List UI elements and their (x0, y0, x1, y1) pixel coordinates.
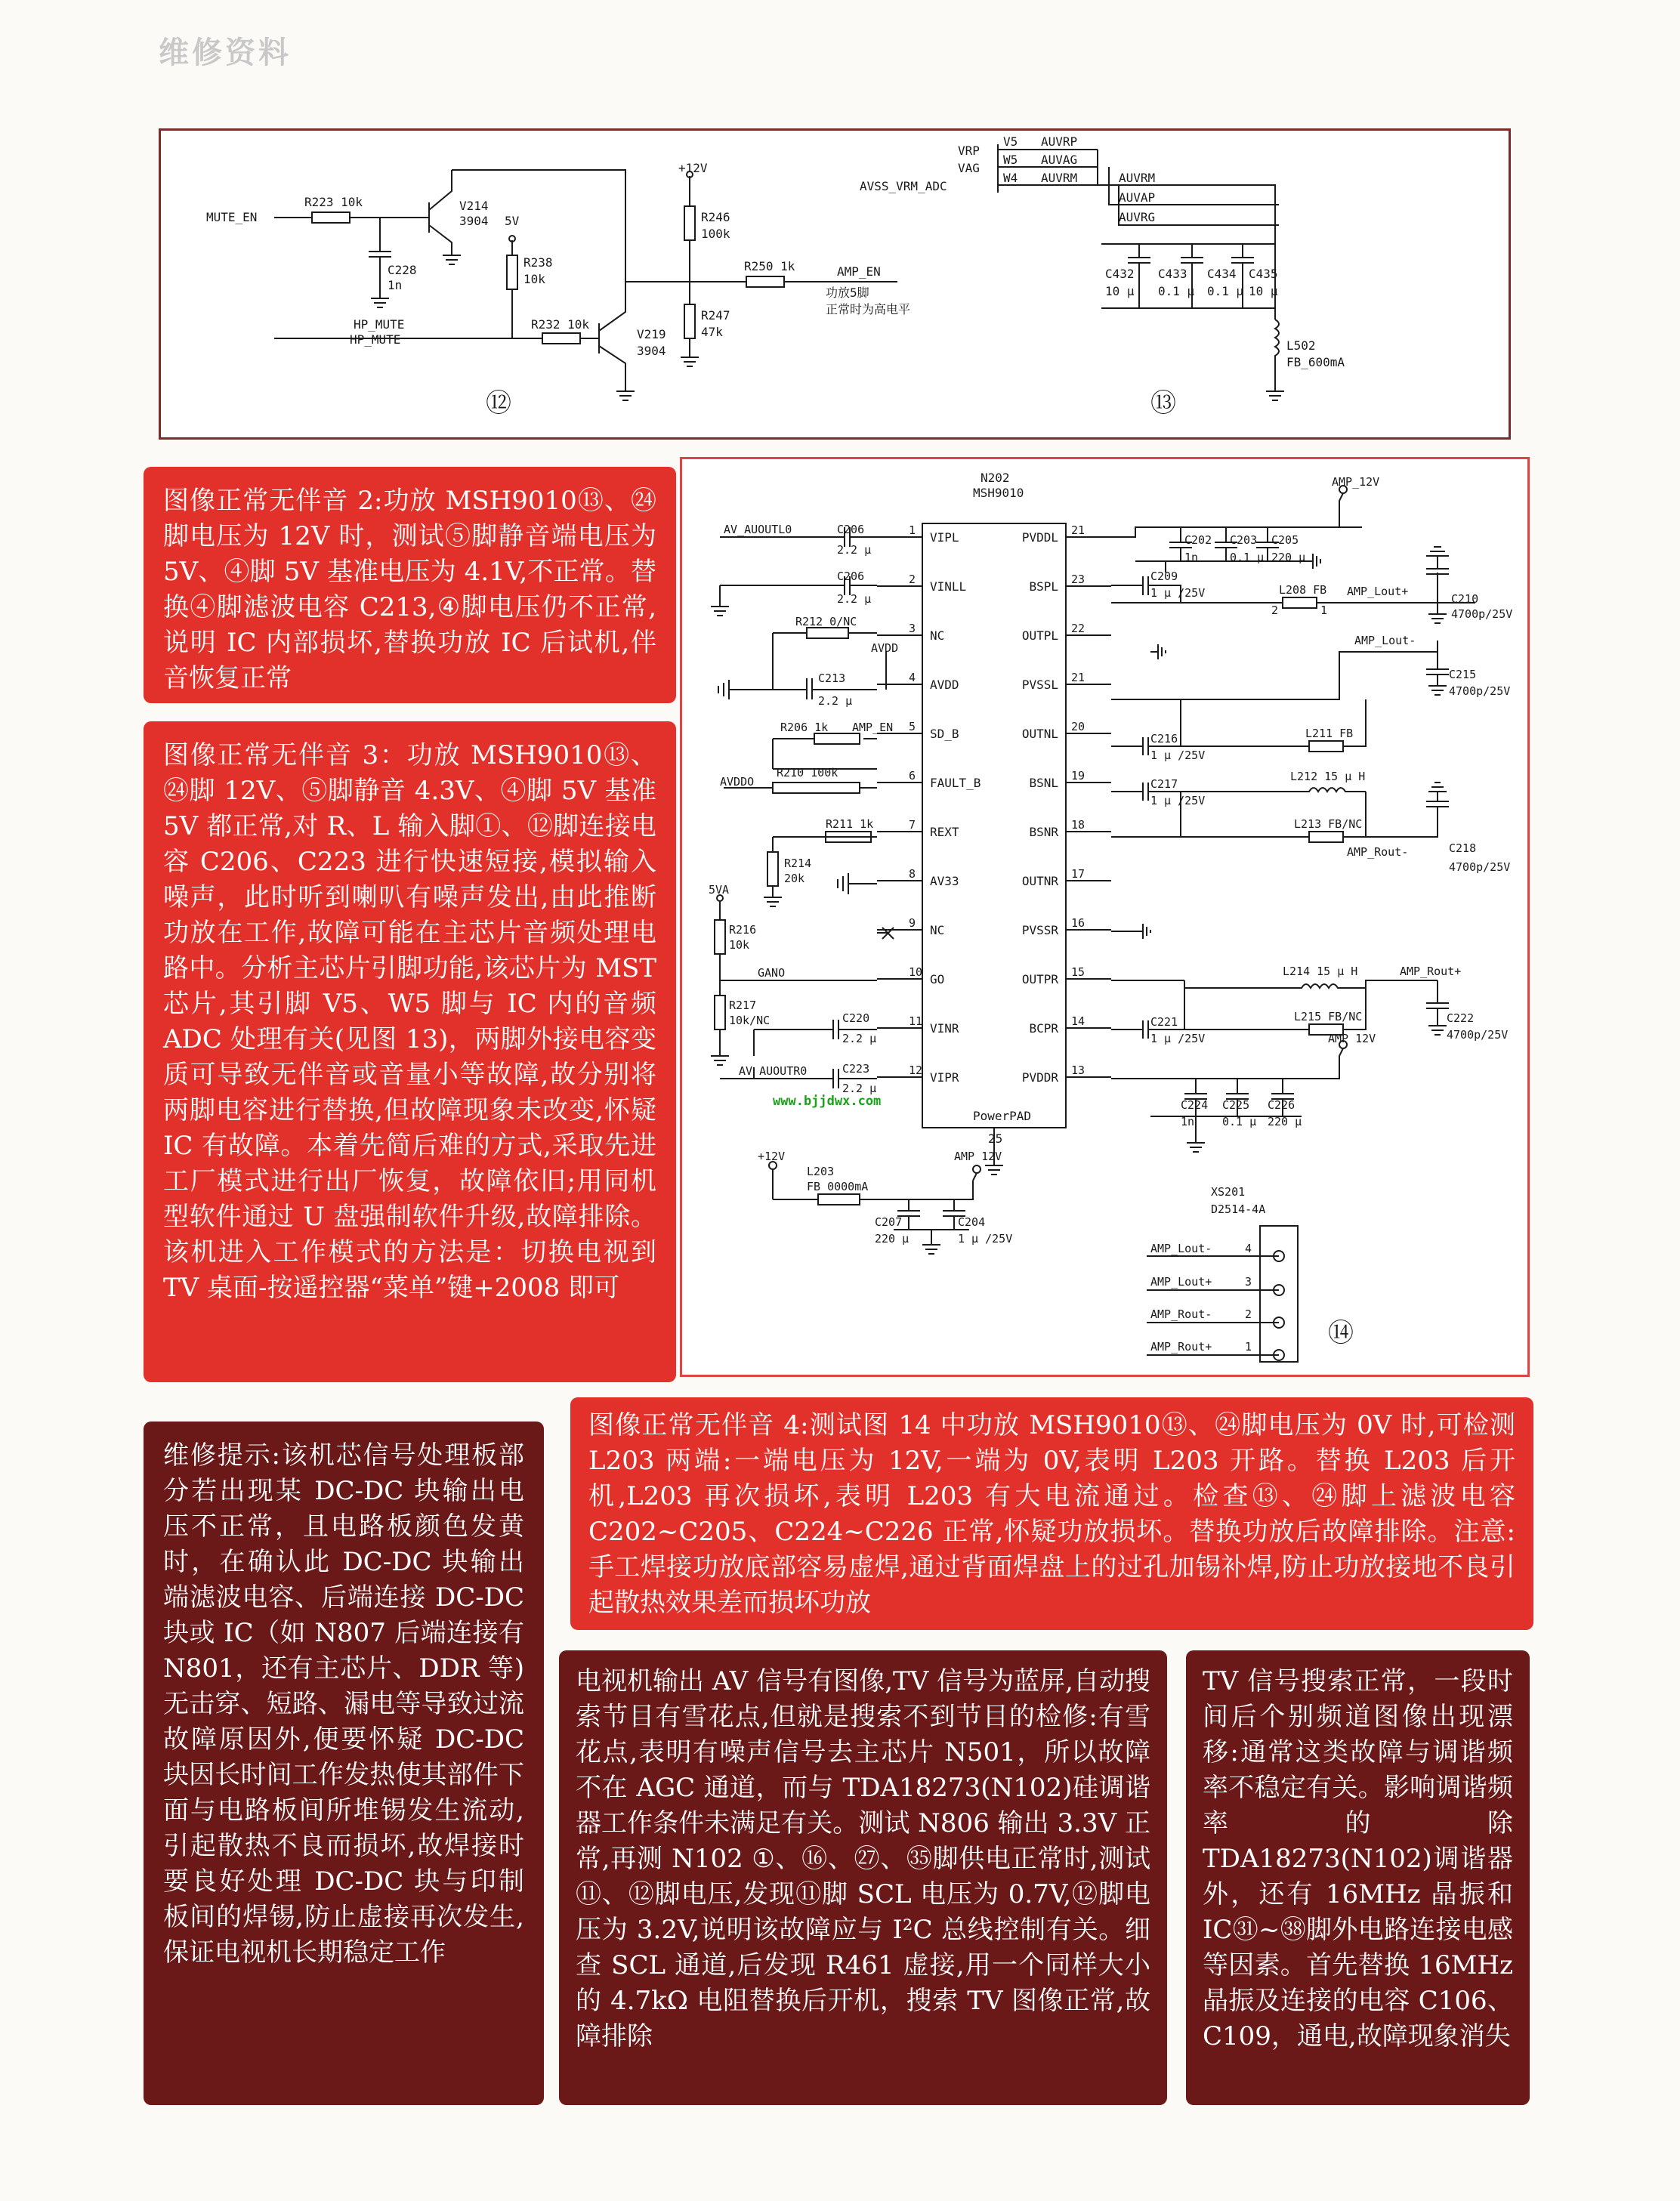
c217-label: C217 (1150, 777, 1178, 791)
r223-label: R223 10k (304, 195, 363, 209)
left-pin-name: NC (930, 628, 945, 643)
fig14-number: ⑭ (1328, 1318, 1354, 1348)
l502-value: FB_600mA (1286, 355, 1345, 369)
l203-value: FB 0000mA (807, 1180, 869, 1193)
5va-label: 5VA (709, 883, 730, 897)
c207-value: 220 μ (875, 1232, 909, 1246)
c217-value: 1 μ /25V (1150, 794, 1206, 807)
gano-label: GANO (758, 966, 786, 980)
c222-label: C222 (1447, 1011, 1475, 1025)
c224-value: 1n (1181, 1115, 1195, 1128)
left-pin-name: VIPL (930, 530, 959, 545)
right-pin-name: BSNR (1029, 825, 1058, 839)
left-pin-number: 10 (909, 965, 923, 979)
left-pin-name: FAULT_B (930, 776, 981, 790)
r246-label: R246 (701, 210, 730, 224)
c434-value: 0.1 μ (1207, 284, 1244, 298)
fig13-number: ⑬ (1150, 388, 1176, 418)
amp-lout-plus-label: AMP_Lout+ (1347, 585, 1409, 598)
auvrm2-label: AUVRM (1119, 171, 1156, 185)
r212-label: R212 0/NC (795, 615, 857, 628)
w5-pin-label: W5 (1003, 153, 1018, 167)
r217-value: 10k/NC (729, 1014, 771, 1027)
right-pin-number: 16 (1071, 916, 1086, 930)
c202-value: 1n (1184, 551, 1199, 564)
left-pin-name: GO (930, 972, 945, 986)
c206-value: 2.2 μ (837, 543, 872, 557)
amp12v-c-label: AMP 12V (954, 1150, 1002, 1163)
l214-label: L214 15 μ H (1283, 965, 1358, 978)
r216-label: R216 (729, 923, 757, 937)
l208-pin2: 2 (1271, 604, 1279, 617)
right-pin-number: 22 (1071, 622, 1086, 635)
c209-value: 1 μ /25V (1150, 586, 1206, 600)
r211-label: R211 1k (826, 817, 874, 831)
right-pin-number: 15 (1071, 965, 1086, 979)
right-pin-name: PVSSR (1021, 923, 1058, 937)
c435-label: C435 (1249, 267, 1278, 281)
schematic-fig12-13 (159, 128, 1511, 440)
left-pin-name: AVDD (930, 678, 959, 692)
av-auoutl0-label: AV_AUOUTL0 (724, 523, 792, 536)
c205-value: 220 μ (1271, 551, 1306, 564)
v219-label: V219 (637, 327, 666, 341)
c223-value: 2.2 μ (842, 1082, 877, 1095)
left-pin-number: 11 (909, 1014, 923, 1028)
v5-pin-label: V5 (1003, 134, 1018, 149)
c433-value: 0.1 μ (1158, 284, 1195, 298)
right-pin-name: OUTNL (1021, 727, 1058, 741)
r238-label: R238 (523, 255, 553, 270)
c204-label: C204 (958, 1215, 986, 1229)
r206-label: R206 1k (780, 721, 829, 734)
page-header: 维修资料 (159, 36, 292, 70)
l213-label: L213 FB/NC (1294, 817, 1363, 831)
v214-label: V214 (459, 199, 489, 213)
left-pin-number: 4 (909, 671, 916, 684)
12v-label: +12V (678, 161, 708, 175)
r210-label: R210 100k (777, 766, 838, 779)
r216-value: 10k (729, 938, 750, 952)
right-pin-number: 20 (1071, 720, 1086, 733)
amp-lout-minus-label: AMP_Lout- (1354, 634, 1416, 647)
right-pin-name: OUTPR (1021, 972, 1058, 986)
c220-value: 2.2 μ (842, 1032, 877, 1045)
r217-label: R217 (729, 999, 757, 1012)
left-pin-name: VINR (930, 1021, 959, 1036)
c213-value: 2.2 μ (818, 694, 853, 708)
c220-label: C220 (842, 1011, 870, 1025)
l203-label: L203 (807, 1165, 835, 1178)
note-box-drift (1186, 1650, 1530, 2105)
r238-value: 10k (523, 272, 545, 286)
v214-part: 3904 (459, 214, 489, 228)
note-text-drift: TV 信号搜索正常，一段时间后个别频道图像出现漂移:通常这类故障与调谐频率不稳定有关。影响调谐频率的除 TDA18273(N102)调谐器外，还有 16MHz 晶振和 IC㉛~㊳脚外电路连接电感等因素。首先替换 16MHz 晶振及连接的电容 C106、C109，通电,故障现象消失 (1203, 1666, 1513, 2051)
right-pin-name: OUTPL (1021, 628, 1058, 643)
c215-value: 4700p/25V (1449, 684, 1511, 698)
left-pin-name: REXT (930, 825, 959, 839)
avdd-label: AVDD (871, 641, 899, 655)
note-pin5: 功放5脚 (826, 286, 869, 300)
c228-value: 1n (388, 278, 403, 292)
mute-en-label: MUTE_EN (206, 210, 258, 224)
amp-en-label: AMP_EN (837, 264, 881, 279)
r247-label: R247 (701, 308, 730, 323)
r246-value: 100k (701, 227, 730, 241)
fig12-number: ⑫ (486, 388, 511, 418)
note-text-av-snow: 电视机输出 AV 信号有图像,TV 信号为蓝屏,自动搜索节目有雪花点,但就是搜索不到节目的检修:有雪花点,表明有噪声信号去主芯片 N501，所以故障不在 AGC 通道，而与 TDA18273(N102)硅调谐器工作条件未满足有关。测试 N806 输出 3.3V 正常,再测 N102 ①、⑯、㉗、㉟脚供电正常时,测试⑪、⑫脚电压,发现⑪脚 SCL 电压为 0.7V,⑫脚电压为 3.2V,说明该故障应与 I²C 总线控制有关。细查 SCL 通道,后发现 R461 虚接,用一个同样大小的 4.7kΩ 电阻替换后开机，搜索 TV 图像正常,故障排除 (576, 1666, 1150, 2051)
fig12-circuit (274, 170, 897, 400)
c216-value: 1 μ /25V (1150, 749, 1206, 762)
amp-rout-plus-label: AMP_Rout+ (1400, 965, 1462, 978)
bottom-12v-label: +12V (758, 1150, 786, 1163)
c228-label: C228 (388, 263, 417, 277)
left-pin-number: 1 (909, 523, 916, 537)
fig12-labels (206, 161, 910, 418)
right-pin-name: PVDDR (1021, 1070, 1058, 1085)
r247-value: 47k (701, 325, 723, 339)
conn-pin-2: 2 (1245, 1307, 1252, 1321)
amp12v-label: AMP_12V (1332, 475, 1380, 489)
left-pin-number: 5 (909, 720, 916, 733)
conn-net-2: AMP_Rout- (1150, 1307, 1212, 1321)
pin25-label: 25 (988, 1131, 1003, 1146)
xs201-label: XS201 (1211, 1185, 1246, 1199)
amp12v-b-label: AMP 12V (1328, 1032, 1376, 1045)
left-pin-number: 3 (909, 622, 916, 635)
conn-pin-1: 3 (1245, 1275, 1252, 1289)
right-pin-number: 18 (1071, 818, 1086, 832)
note-box-silent-2 (144, 467, 676, 703)
c435-value: 10 μ (1249, 284, 1278, 298)
c226-label: C226 (1268, 1098, 1296, 1112)
l212-label: L212 15 μ H (1290, 770, 1366, 783)
c433-label: C433 (1158, 267, 1187, 281)
auvrm-label: AUVRM (1041, 171, 1078, 185)
xs201-part: D2514-4A (1211, 1202, 1266, 1216)
avss-label: AVSS_VRM_ADC (860, 179, 947, 193)
right-pin-name: BCPR (1029, 1021, 1058, 1036)
amp-rout-minus-label: AMP_Rout- (1347, 845, 1409, 859)
right-pin-name: BSNL (1029, 776, 1058, 790)
right-pin-number: 17 (1071, 867, 1086, 881)
hp-mute-input-label: HP_MUTE (350, 332, 401, 347)
av-auoutr0-label: AV AUOUTR0 (739, 1064, 808, 1078)
left-pin-number: 7 (909, 818, 916, 832)
c218-label: C218 (1449, 841, 1477, 855)
c204-value: 1 μ /25V (958, 1232, 1013, 1246)
left-pin-number: 12 (909, 1063, 923, 1077)
c206-label: C206 (837, 523, 865, 536)
auvrp-label: AUVRP (1041, 134, 1078, 149)
note-text-silent-4: 图像正常无伴音 4:测试图 14 中功放 MSH9010⑬、㉔脚电压为 0V 时,可检测 L203 两端:一端电压为 12V,一端为 0V,表明 L203 开路。替换 L203 后开机,L203 再次损坏,表明 L203 有大电流通过。检查⑬、㉔脚上滤波电容 C202~C205、C224~C226 正常,怀疑功放损坏。替换功放后故障排除。注意:手工焊接功放底部容易虚焊,通过背面焊盘上的过孔加锡补焊,防止功放接地不良引起散热效果差而损坏功放 (588, 1410, 1515, 1618)
left-pin-name: AV33 (930, 874, 959, 888)
5v-label: 5V (505, 214, 520, 228)
right-pin-number: 23 (1071, 573, 1086, 586)
c432-label: C432 (1105, 267, 1135, 281)
amp-en-label: AMP_EN (852, 721, 894, 734)
right-pin-number: 13 (1071, 1063, 1086, 1077)
c203-value: 0.1 μ (1230, 551, 1265, 564)
w4-pin-label: W4 (1003, 171, 1018, 185)
note-box-silent-3 (144, 721, 676, 1382)
note-text-silent-3: 图像正常无伴音 3：功放 MSH9010⑬、㉔脚 12V、⑤脚静音 4.3V、④脚 5V 基准 5V 都正常,对 R、L 输入脚①、⑫脚连接电容 C206、C223 进行快速短接,模拟输入噪声，此时听到喇叭有噪声发出,由此推断功放在工作,故障可能在主芯片音频处理电路中。分析主芯片引脚功能,该芯片为 MST 芯片,其引脚 V5、W5 脚与 IC 内的音频 ADC 处理有关(见图 13)，两脚外接电容变质可导致无伴音或音量小等故障,故分别将两脚电容进行替换,但故障现象未改变,怀疑 IC 有故障。本着先简后难的方式,采取先进工厂模式进行出厂恢复，故障依旧;用同机型软件通过 U 盘强制软件升级,故障排除。该机进入工作模式的方法是：切换电视到 TV 桌面-按遥控器“菜单”键+2008 即可 (163, 740, 656, 1303)
left-pin-name: SD_B (930, 727, 959, 741)
right-pin-name: OUTNR (1021, 874, 1058, 888)
website-watermark: www.bjjdwx.com (773, 1094, 882, 1109)
r214-value: 20k (784, 872, 805, 885)
left-pin-number: 9 (909, 916, 916, 930)
c221-value: 1 μ /25V (1150, 1032, 1206, 1045)
c206b-value: 2.2 μ (837, 592, 872, 606)
conn-net-1: AMP_Lout+ (1150, 1275, 1212, 1289)
c222-value: 4700p/25V (1447, 1028, 1509, 1042)
fig13-labels (860, 134, 1345, 418)
hp-mute-label: HP_MUTE (354, 317, 405, 332)
conn-net-3: AMP_Rout+ (1150, 1340, 1212, 1354)
c225-label: C225 (1222, 1098, 1250, 1112)
c434-label: C434 (1207, 267, 1237, 281)
powerpad-label: PowerPAD (973, 1109, 1032, 1123)
c221-label: C221 (1150, 1015, 1178, 1029)
c218-value: 4700p/25V (1449, 860, 1511, 874)
right-pin-number: 14 (1071, 1014, 1086, 1028)
right-pin-name: PVDDL (1021, 530, 1058, 545)
v219-part: 3904 (637, 344, 666, 358)
c225-value: 0.1 μ (1222, 1115, 1257, 1128)
l211-label: L211 FB (1305, 727, 1354, 740)
c205-label: C205 (1271, 533, 1299, 547)
c210-label: C210 (1451, 592, 1479, 606)
conn-pin-3: 1 (1245, 1340, 1252, 1354)
chip-name: MSH9010 (973, 486, 1024, 500)
r232-label: R232 10k (531, 317, 590, 332)
avddo-label: AVDDO (720, 775, 755, 789)
note-high-level: 正常时为高电平 (826, 302, 911, 316)
left-pin-number: 8 (909, 867, 916, 881)
right-pin-number: 21 (1071, 671, 1086, 684)
tip-text-dcdc: 维修提示:该机芯信号处理板部分若出现某 DC-DC 块输出电压不正常，且电路板颜色发黄时，在确认此 DC-DC 块输出端滤波电容、后端连接 DC-DC 块或 IC（如 N807 后端连接有 N801，还有主芯片、DDR 等)无击穿、短路、漏电等导致过流故障原因外,便要怀疑 DC-DC 块因长时间工作发热使其部件下面与电路板间所堆锡发生流动,引起散热不良而损坏,故焊接时要良好处理 DC-DC 块与印制板间的焊锡,防止虚接再次发生,保证电视机长期稳定工作 (163, 1440, 524, 1968)
left-pin-name: NC (930, 923, 945, 937)
c206b-label: C206 (837, 570, 865, 583)
c209-label: C209 (1150, 570, 1178, 583)
c203-label: C203 (1230, 533, 1258, 547)
schematic-fig14 (680, 457, 1530, 1377)
c216-label: C216 (1150, 732, 1178, 746)
left-pin-name: VIPR (930, 1070, 959, 1085)
r214-label: R214 (784, 857, 812, 870)
c215-label: C215 (1449, 668, 1477, 681)
note-box-silent-4 (570, 1397, 1533, 1630)
auvag-label: AUVAG (1041, 153, 1078, 167)
vag-label: VAG (958, 161, 980, 175)
c226-value: 220 μ (1268, 1115, 1302, 1128)
c223-label: C223 (842, 1062, 870, 1076)
left-pin-number: 2 (909, 573, 916, 586)
left-pin-name: VINLL (930, 579, 967, 594)
conn-pin-0: 4 (1245, 1242, 1252, 1255)
right-pin-name: PVSSL (1021, 678, 1058, 692)
conn-net-0: AMP_Lout- (1150, 1242, 1212, 1255)
auvrg-label: AUVRG (1119, 210, 1156, 224)
note-text-silent-2: 图像正常无伴音 2:功放 MSH9010⑬、㉔脚电压为 12V 时，测试⑤脚静音端电压为 5V、④脚 5V 基准电压为 4.1V,不正常。替换④脚滤波电容 C213,④脚电压仍不正常,说明 IC 内部损坏,替换功放 IC 后试机,伴音恢复正常 (163, 486, 656, 693)
right-pin-name: BSPL (1029, 579, 1058, 594)
c210-value: 4700p/25V (1451, 607, 1513, 621)
auvap-label: AUVAP (1119, 190, 1156, 205)
chip-ref: N202 (981, 471, 1010, 485)
left-pin-number: 6 (909, 769, 916, 783)
tip-box-dcdc (144, 1422, 544, 2105)
right-pin-number: 21 (1071, 523, 1086, 537)
c213-label: C213 (818, 671, 846, 685)
vrp-label: VRP (958, 144, 980, 158)
c224-label: C224 (1181, 1098, 1209, 1112)
note-box-av-snow (559, 1650, 1167, 2105)
c432-value: 10 μ (1105, 284, 1135, 298)
l215-label: L215 FB/NC (1294, 1010, 1363, 1023)
l208-label: L208 FB (1279, 583, 1327, 597)
right-pin-number: 19 (1071, 769, 1086, 783)
l502-label: L502 (1286, 338, 1316, 353)
l208-pin1: 1 (1320, 604, 1328, 617)
c202-label: C202 (1184, 533, 1212, 547)
c207-label: C207 (875, 1215, 903, 1229)
r250-label: R250 1k (744, 259, 795, 273)
